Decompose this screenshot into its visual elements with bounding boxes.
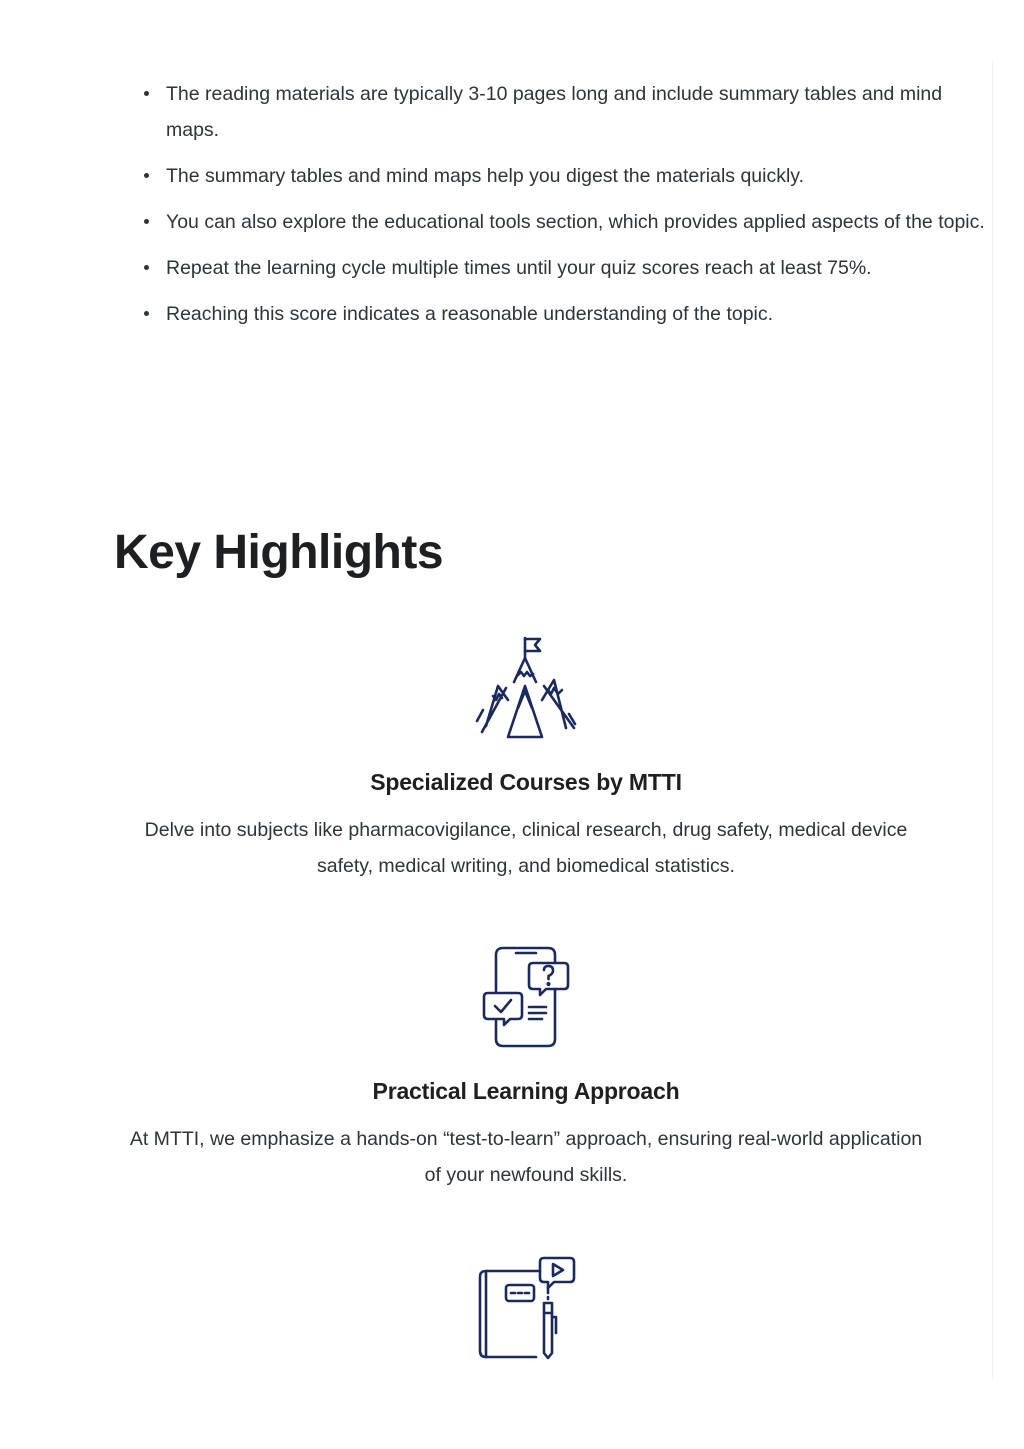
highlight-description: At MTTI, we emphasize a hands-on “test-to-learn” approach, ensuring real-world application of your newfound skills. bbox=[129, 1128, 923, 1186]
highlight-practical-learning bbox=[126, 945, 926, 1193]
list-item: Reaching this score indicates a reasonable understanding of the topic. bbox=[166, 296, 996, 332]
highlight-description: Delve into subjects like pharmacovigilance, clinical research, drug safety, medical device safety, medical writing, and biomedical statistics. bbox=[144, 819, 908, 877]
mountain-flag-icon bbox=[474, 636, 578, 740]
list-item: The reading materials are typically 3-10 pages long and include summary tables and mind maps. bbox=[166, 76, 996, 148]
key-highlights-heading: Key Highlights bbox=[114, 526, 444, 579]
highlight-specialized-courses bbox=[126, 636, 926, 884]
highlight-title: Specialized Courses by MTTI bbox=[370, 769, 682, 795]
list-item: Repeat the learning cycle multiple times until your quiz scores reach at least 75%. bbox=[166, 250, 996, 286]
learning-tips-list bbox=[116, 76, 996, 342]
mobile-quiz-icon bbox=[474, 945, 578, 1049]
highlight-third bbox=[126, 1255, 926, 1361]
notebook-video-icon bbox=[474, 1255, 578, 1361]
list-item: You can also explore the educational tools section, which provides applied aspects of the topic. bbox=[166, 204, 996, 240]
list-item: The summary tables and mind maps help you digest the materials quickly. bbox=[166, 158, 996, 194]
highlight-title: Practical Learning Approach bbox=[372, 1078, 680, 1104]
